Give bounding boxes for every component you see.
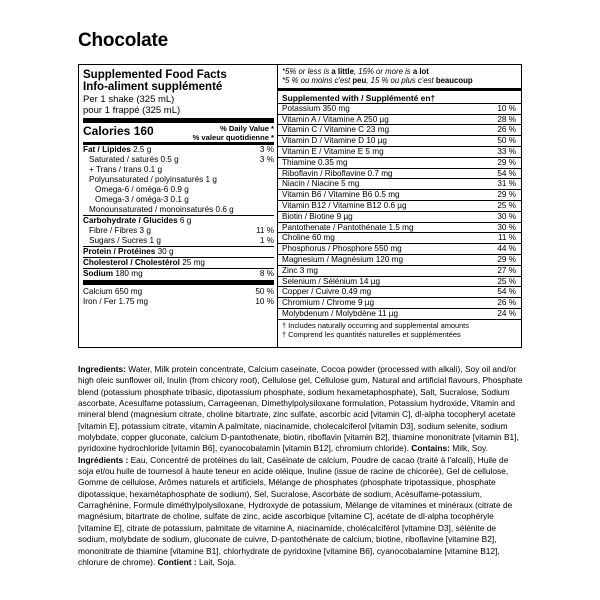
vitamin-list xyxy=(278,104,521,320)
calcium-label: Calcium 650 mg xyxy=(83,287,143,296)
vitamin-label: Thiamine 0.35 mg xyxy=(282,157,348,167)
sodium-amount: 180 mg xyxy=(115,269,143,278)
vitamin-row xyxy=(278,212,521,223)
vitamin-label: Magnesium / Magnésium 120 mg xyxy=(282,254,404,264)
vitamin-label: Molybdenum / Molybdène 11 µg xyxy=(282,308,399,318)
ingredients-fr-label: Ingrédients : xyxy=(78,454,129,465)
trans-row xyxy=(83,165,274,175)
contains-fr-text: Lait, Soja. xyxy=(196,556,237,567)
vitamin-row xyxy=(278,223,521,234)
vitamin-pct: 10 % xyxy=(497,103,516,113)
fibre-label: Fibre / Fibres 3 g xyxy=(89,226,151,235)
vitamin-pct: 27 % xyxy=(497,265,516,275)
daily-value-header-fr: % valeur quotidienne * xyxy=(192,132,274,142)
vitamin-pct: 44 % xyxy=(497,244,516,254)
vitamin-row xyxy=(278,244,521,255)
vitamin-pct: 54 % xyxy=(497,168,516,178)
omega6-row xyxy=(83,185,274,195)
iron-pct: 10 % xyxy=(255,297,274,306)
vitamin-label: Copper / Cuivre 0.49 mg xyxy=(282,287,372,297)
serving-size-en: Per 1 shake (325 mL) xyxy=(83,94,175,105)
fat-row xyxy=(83,145,274,155)
vitamin-row xyxy=(278,179,521,190)
carb-amount: 6 g xyxy=(179,216,192,225)
protein-amount: 30 g xyxy=(157,247,174,256)
vitamin-row xyxy=(278,190,521,201)
vitamin-row xyxy=(278,115,521,126)
contains-en-text: Milk, Soy. xyxy=(449,443,488,454)
daily-value-header xyxy=(193,125,274,142)
vitamin-pct: 29 % xyxy=(497,254,516,264)
contains-fr-label: Contient : xyxy=(157,556,197,567)
vitamin-label: Vitamin C / Vitamine C 23 mg xyxy=(282,125,390,135)
supplemented-heading: Supplemented with / Supplémenté en† xyxy=(278,91,521,104)
vitamin-label: Vitamin D / Vitamine D 10 µg xyxy=(282,136,387,146)
poly-label: Polyunsaturated / polyinsaturés 1 g xyxy=(89,175,217,184)
legend-en-text: *5% or less is xyxy=(282,67,332,76)
sugars-label: Sugars / Sucres 1 g xyxy=(89,236,161,245)
vitamin-label: Chromium / Chrome 9 µg xyxy=(282,298,375,308)
vitamin-row xyxy=(278,169,521,180)
dv-legend xyxy=(278,65,521,91)
vitamin-label: Zinc 3 mg xyxy=(282,265,318,275)
vitamin-row xyxy=(278,201,521,212)
vitamin-label: Pantothenate / Pantothénate 1.5 mg xyxy=(282,222,414,232)
daily-value-header-en: % Daily Value * xyxy=(219,124,274,133)
vitamin-pct: 25 % xyxy=(497,200,516,210)
cholesterol-label: Cholesterol / Cholestérol xyxy=(83,258,180,267)
legend-en-lot: a lot xyxy=(412,67,429,76)
footnote xyxy=(278,320,521,340)
vitamin-label: Phosphorus / Phosphore 550 mg xyxy=(282,244,402,254)
protein-row xyxy=(83,247,274,257)
mono-row xyxy=(83,205,274,215)
calories-row xyxy=(83,125,274,142)
saturated-pct: 3 % xyxy=(259,155,274,164)
ingredients-en-label: Ingredients: xyxy=(78,364,126,374)
omega6-label: Omega-6 / oméga-6 0.9 g xyxy=(95,185,189,194)
vitamin-label: Potassium 350 mg xyxy=(282,103,350,113)
saturated-label: Saturated / saturés 0.5 g xyxy=(89,155,179,164)
poly-row xyxy=(83,175,274,185)
carb-label: Carbohydrate / Glucides xyxy=(83,216,178,225)
vitamin-label: Vitamin A / Vitamine A 250 µg xyxy=(282,114,389,124)
vitamin-row xyxy=(278,158,521,169)
ingredients-block xyxy=(78,364,524,568)
serving-size-fr: pour 1 frappé (325 mL) xyxy=(83,104,181,116)
vitamin-row xyxy=(278,287,521,298)
sodium-row xyxy=(83,269,274,279)
sugars-row xyxy=(83,236,274,246)
fibre-pct: 11 % xyxy=(255,226,274,235)
iron-label: Iron / Fer 1.75 mg xyxy=(83,297,149,306)
vitamin-row xyxy=(278,104,521,115)
legend-fr xyxy=(282,76,517,85)
legend-fr-text: *5 % ou moins c'est xyxy=(282,76,353,86)
ingredients-en xyxy=(78,364,524,455)
cholesterol-row xyxy=(83,258,274,268)
product-title: Chocolate xyxy=(78,30,169,51)
vitamin-pct: 28 % xyxy=(497,114,516,124)
supplement-column xyxy=(278,65,521,347)
vitamin-row xyxy=(278,298,521,309)
vitamin-pct: 24 % xyxy=(497,308,516,318)
vitamin-pct: 26 % xyxy=(497,298,516,308)
fibre-row xyxy=(83,226,274,236)
ingredients-fr-text: Eau, Concentré de protéines du lait, Caséinate de calcium, Poudre de cacao (traité à l'alcali), Huile de soja et/ou huile de tournesol à haute teneur en acide oléique, Inuline (issue de racine de chicorée), Gel de cellulose, Gomme de cellulose, Arômes naturels et artificiels, Mélange de phosphates (phosphate tripotassique, phosphate dipotassique, hexamétaphosphate de sodium), Sel, Sucralose, Ascorbate de sodium, Acésulfame-potassium, Carraghénine, Formule diméthylpolysiloxane, Hydroxyde de potassium, Mélange de vitamines et minéraux (citrate de magnésium, bitartrate de choline, sulfate de zinc, acide ascorbique [vitamine C], acétate de dl-alpha tocophéryle [vitamine E], citrate de potassium, palmitate de vitamine A, niacinamide, cholécalciférol [vitamine D3], sélénite de sodium, molybdate de sodium, gluconate de cuivre, D-pantothénate de calcium, biotine, riboflavine [vitamine B2], mononitrate de thiamine [vitamine B1], chlorhydrate de pyridoxine [vitamine B6], cyanocobalamine [vitamine B12], chlorure de chrome). xyxy=(78,454,513,567)
sugars-pct: 1 % xyxy=(259,236,274,245)
vitamin-label: Selenium / Sélénium 14 µg xyxy=(282,276,381,286)
facts-heading-en: Supplemented Food Facts xyxy=(83,69,227,81)
legend-fr-text2: , 15 % ou plus c'est xyxy=(366,76,436,86)
vitamin-pct: 31 % xyxy=(497,179,516,189)
calcium-pct: 50 % xyxy=(255,287,274,296)
vitamin-label: Niacin / Niacine 5 mg xyxy=(282,179,360,189)
vitamin-row xyxy=(278,255,521,266)
facts-heading-fr: Info-aliment supplémenté xyxy=(83,81,223,93)
vitamin-label: Biotin / Biotine 9 µg xyxy=(282,211,353,221)
vitamin-label: Vitamin B12 / Vitamine B12 0.6 µg xyxy=(282,200,407,210)
legend-en xyxy=(282,67,517,76)
vitamin-pct: 50 % xyxy=(497,136,516,146)
carb-row xyxy=(83,216,274,226)
vitamin-row xyxy=(278,266,521,277)
vitamin-pct: 11 % xyxy=(497,233,516,243)
omega3-label: Omega-3 / oméga-3 0.1 g xyxy=(95,195,189,204)
vitamin-pct: 25 % xyxy=(497,276,516,286)
contains-en-label: Contains: xyxy=(411,443,450,454)
vitamin-pct: 30 % xyxy=(497,222,516,232)
vitamin-pct: 29 % xyxy=(497,190,516,200)
vitamin-row xyxy=(278,233,521,244)
sodium-pct: 8 % xyxy=(259,269,274,278)
iron-row xyxy=(83,297,274,307)
facts-panel xyxy=(78,64,522,348)
vitamin-label: Vitamin E / Vitamine E 5 mg xyxy=(282,147,384,156)
divider xyxy=(83,280,274,285)
vitamin-pct: 54 % xyxy=(497,287,516,297)
vitamin-row xyxy=(278,136,521,147)
vitamin-pct: 33 % xyxy=(497,147,516,156)
calories-label: Calories 160 xyxy=(83,124,154,138)
legend-fr-beaucoup: beaucoup xyxy=(435,76,473,86)
cholesterol-amount: 25 mg xyxy=(182,258,205,267)
saturated-row xyxy=(83,155,274,165)
vitamin-label: Riboflavin / Riboflavine 0.7 mg xyxy=(282,168,393,178)
legend-fr-peu: peu xyxy=(352,76,367,86)
vitamin-row xyxy=(278,125,521,136)
ingredients-en-text: Water, Milk protein concentrate, Calcium caseinate, Cocoa powder (processed with alkali), Soy oil and/or high oleic sunflower oil, Inulin (from chicory root), Cellulose gel, Cellulose gum, Natural and artificial flavours, Phosphate blend (potassium phosphate tribasic, dipotassium phosphate, sodium hexametaphosphate), Salt, Sucralose, Sodium ascorbate, Acesulfame potassium, Carrageenan, Dimethylpolysiloxane formulation, Potassium hydroxide, Vitamin and mineral blend (magnesium citrate, choline bitartrate, zinc sulfate, ascorbic acid [vitamin C], dl-alpha tocopheryl acetate [vitamin E], potassium citrate, vitamin A palmitate, niacinamide, cholecalciferol [vitamin D3], sodium selenite, sodium molybdate, copper gluconate, calcium D-pantothenate, biotin, riboflavin [vitamin B2], thiamine mononitrate [vitamin B1], pyridoxine hydrochloride [vitamin B6], cyanocobalamin [vitamin B12], chromium chloride). xyxy=(78,364,523,454)
divider xyxy=(83,118,274,123)
legend-en-little: a little xyxy=(331,67,354,76)
trans-label: + Trans / trans 0.1 g xyxy=(89,165,163,174)
omega3-row xyxy=(83,195,274,205)
footnote-fr: † Comprend les quantités naturelles et supplémentées xyxy=(282,329,461,339)
vitamin-row xyxy=(278,309,521,320)
fat-pct: 3 % xyxy=(259,145,274,154)
vitamin-pct: 29 % xyxy=(497,157,516,167)
footnote-en: † Includes naturally occurring and supplemental amounts xyxy=(282,320,469,330)
vitamin-label: Vitamin B6 / Vitamine B6 0.5 mg xyxy=(282,190,400,200)
vitamin-pct: 26 % xyxy=(497,125,516,135)
fat-label: Fat / Lipides xyxy=(83,145,131,154)
fat-amount: 2.5 g xyxy=(133,145,152,154)
ingredients-fr xyxy=(78,455,524,568)
vitamin-row xyxy=(278,277,521,288)
sodium-label: Sodium xyxy=(83,269,114,278)
vitamin-row xyxy=(278,147,521,158)
vitamin-pct: 30 % xyxy=(497,211,516,221)
vitamin-label: Choline 60 mg xyxy=(282,233,335,243)
legend-en-text2: , 15% or more is xyxy=(353,67,413,76)
calcium-row xyxy=(83,287,274,297)
mono-label: Monounsaturated / monoinsaturés 0.6 g xyxy=(89,205,234,214)
protein-label: Protein / Protéines xyxy=(83,247,156,256)
nutrition-facts-column xyxy=(79,65,278,347)
